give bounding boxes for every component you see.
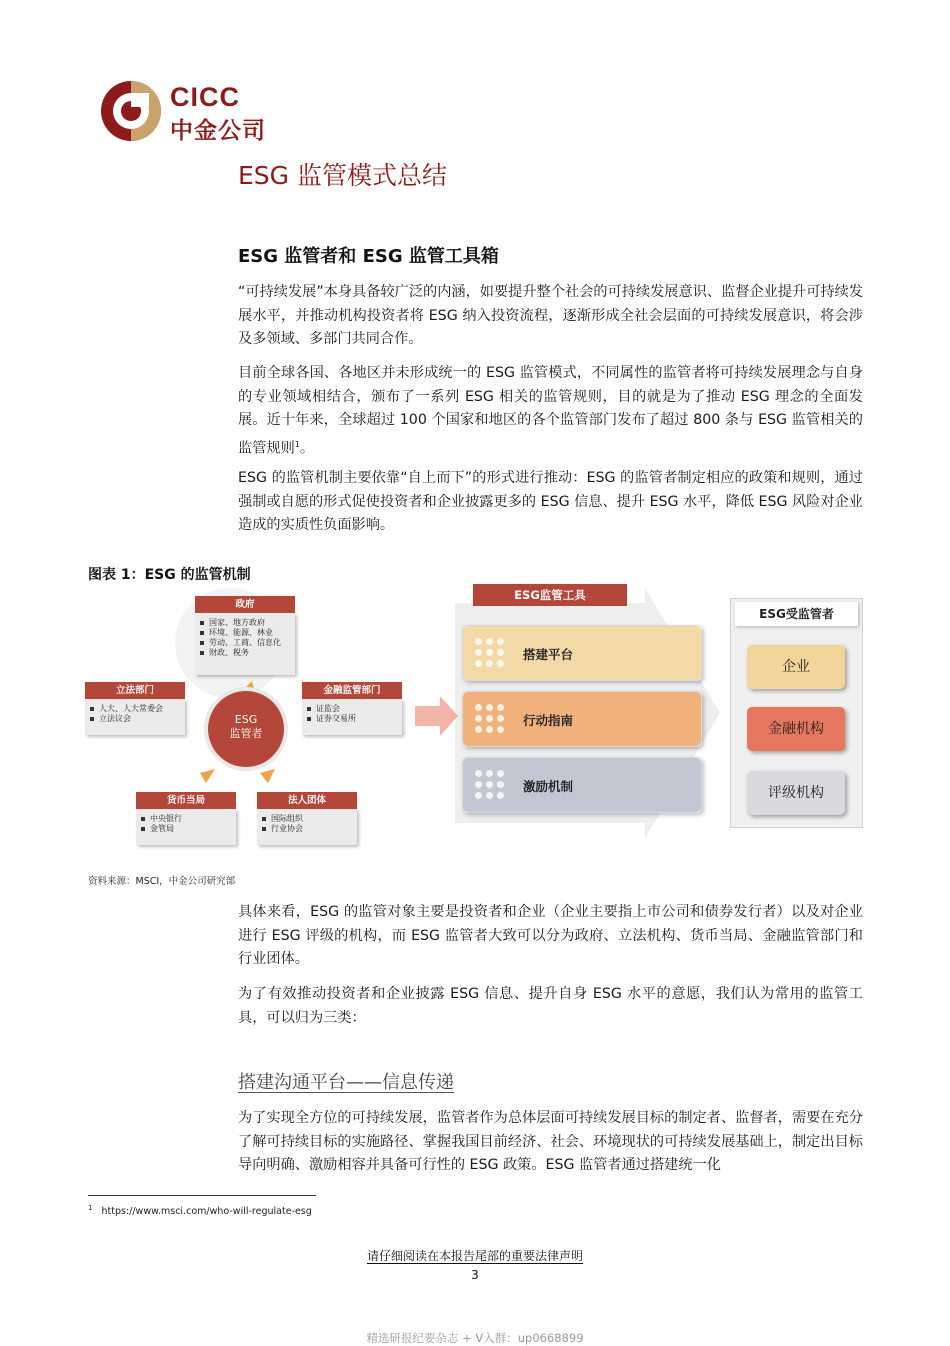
paragraph-1: “可持续发展”本身具备较广泛的内涵，如要提升整个社会的可持续发展意识、监督企业提升可持续发展水平，并推动机构投资者将 ESG 纳入投资流程，逐渐形成全社会层面的可持续发展意识，将会涉及多领域、多部门共同合作。 [238, 284, 863, 347]
center-line-1: ESG [234, 713, 258, 726]
list-item: 证券交易所 [316, 714, 396, 724]
paragraph-4: 具体来看，ESG 的监管对象主要是投资者和企业（企业主要指上市公司和债券发行者）以及对企业进行 ESG 评级的机构，而 ESG 监管者大致可以分为政府、立法机构、货币当局、金融监管部门和行业团体。 [238, 904, 863, 967]
logo-text-cn: 中金公司 [170, 118, 266, 144]
list-item: 财政、税务 [209, 648, 289, 658]
list-item: 中央银行 [150, 814, 230, 824]
tools-title: ESG监管工具 [473, 584, 627, 606]
paragraph-2 [238, 362, 863, 461]
list-item: 国家、地方政府 [209, 618, 289, 628]
regulated-enterprise: 企业 [747, 645, 845, 689]
tool-platform-label: 搭建平台 [523, 647, 574, 662]
sub-title-2: 搭建沟通平台——信息传递 [238, 1072, 454, 1093]
legislative-items [85, 699, 185, 735]
list-item: 立法议会 [99, 714, 179, 724]
page-number: 3 [471, 1268, 479, 1282]
financial-title: 金融监管部门 [302, 682, 402, 699]
list-item: 金管局 [150, 824, 230, 834]
legislative-title: 立法部门 [85, 682, 185, 699]
footnote [88, 1204, 312, 1217]
sub-title: ESG 监管者和 ESG 监管工具箱 [238, 246, 499, 267]
list-item: 劳动、工商、信息化 [209, 638, 289, 648]
regulated-title: ESG受监管者 [735, 602, 858, 626]
dots-icon [475, 638, 504, 667]
section-title: ESG 监管模式总结 [238, 161, 447, 190]
regulator-legislative [85, 682, 185, 735]
regulator-financial [302, 682, 402, 735]
dots-icon [475, 770, 504, 799]
cicc-logo-icon [100, 80, 162, 142]
financial-items [302, 699, 402, 735]
paragraph-3: ESG 的监管机制主要依靠“自上而下”的形式进行推动：ESG 的监管者制定相应的政策和规则，通过强制或自愿的形式促使投资者和企业披露更多的 ESG 信息、提升 ESG 水平，降低 ESG 风险对企业造成的实质性负面影响。 [238, 470, 863, 533]
monetary-items [136, 809, 236, 845]
logo-text-en: CICC [170, 82, 240, 112]
government-title: 政府 [195, 596, 295, 613]
list-item: 人大、人大常委会 [99, 704, 179, 714]
regulated-financial-institution: 金融机构 [747, 707, 845, 751]
regulator-legal [257, 792, 357, 845]
paragraph-6: 为了实现全方位的可持续发展，监管者作为总体层面可持续发展目标的制定者、监督者，需要在充分了解可持续目标的实施路径、掌握我国目前经济、社会、环境现状的可持续发展基础上，制定出目标导向明确、激励相容并具备可行性的 ESG 政策。ESG 监管者通过搭建统一化 [238, 1110, 863, 1173]
footnote-divider [88, 1195, 316, 1196]
company-logo [100, 80, 270, 142]
tool-incentive [462, 757, 702, 813]
paragraph-2-end: 。 [299, 440, 315, 457]
bottom-watermark: 精选研报纪要杂志 + V入群：up0668899 [366, 1331, 584, 1345]
tool-platform [462, 625, 702, 681]
footnote-number: 1 [88, 1204, 93, 1212]
paragraph-2-text: 目前全球各国、各地区并未形成统一的 ESG 监管模式，不同属性的监管者将可持续发展理念与自身的专业领域相结合，颁布了一系列 ESG 相关的监管规则，目的就是为了推动 ESG 理念的全面发展。近十年来，全球超过 100 个国家和地区的各个监管部门发布了超过 800 条与 ESG 监管相关的监管规则 [238, 365, 863, 457]
list-item: 行业协会 [271, 824, 351, 834]
tool-incentive-label: 激励机制 [523, 779, 574, 794]
monetary-title: 货币当局 [136, 792, 236, 809]
regulated-panel [730, 598, 863, 828]
figure-title: 图表 1：ESG 的监管机制 [88, 567, 251, 583]
paragraph-5: 为了有效推动投资者和企业披露 ESG 信息、提升自身 ESG 水平的意愿，我们认为常用的监管工具，可以归为三类： [238, 986, 863, 1026]
legal-items [257, 809, 357, 845]
list-item: 证监会 [316, 704, 396, 714]
center-esg-regulator [208, 691, 284, 767]
figure-source: 资料来源：MSCI，中金公司研究部 [88, 876, 236, 887]
dots-icon [475, 704, 504, 733]
regulator-monetary [136, 792, 236, 845]
regulator-government [195, 596, 295, 675]
tool-guideline-label: 行动指南 [523, 713, 574, 728]
legal-title: 法人团体 [257, 792, 357, 809]
center-line-2: 监管者 [229, 727, 263, 740]
footnote-ref[interactable]: 1 [294, 439, 300, 449]
regulated-rating-agency: 评级机构 [747, 771, 845, 815]
government-items [195, 613, 295, 675]
tool-guideline [462, 691, 702, 747]
list-item: 国际组织 [271, 814, 351, 824]
figure-diagram [80, 583, 870, 853]
list-item: 环境、能源、林业 [209, 628, 289, 638]
legal-notice[interactable]: 请仔细阅读在本报告尾部的重要法律声明 [366, 1249, 583, 1263]
footnote-link[interactable]: https://www.msci.com/who-will-regulate-esg [101, 1206, 312, 1218]
